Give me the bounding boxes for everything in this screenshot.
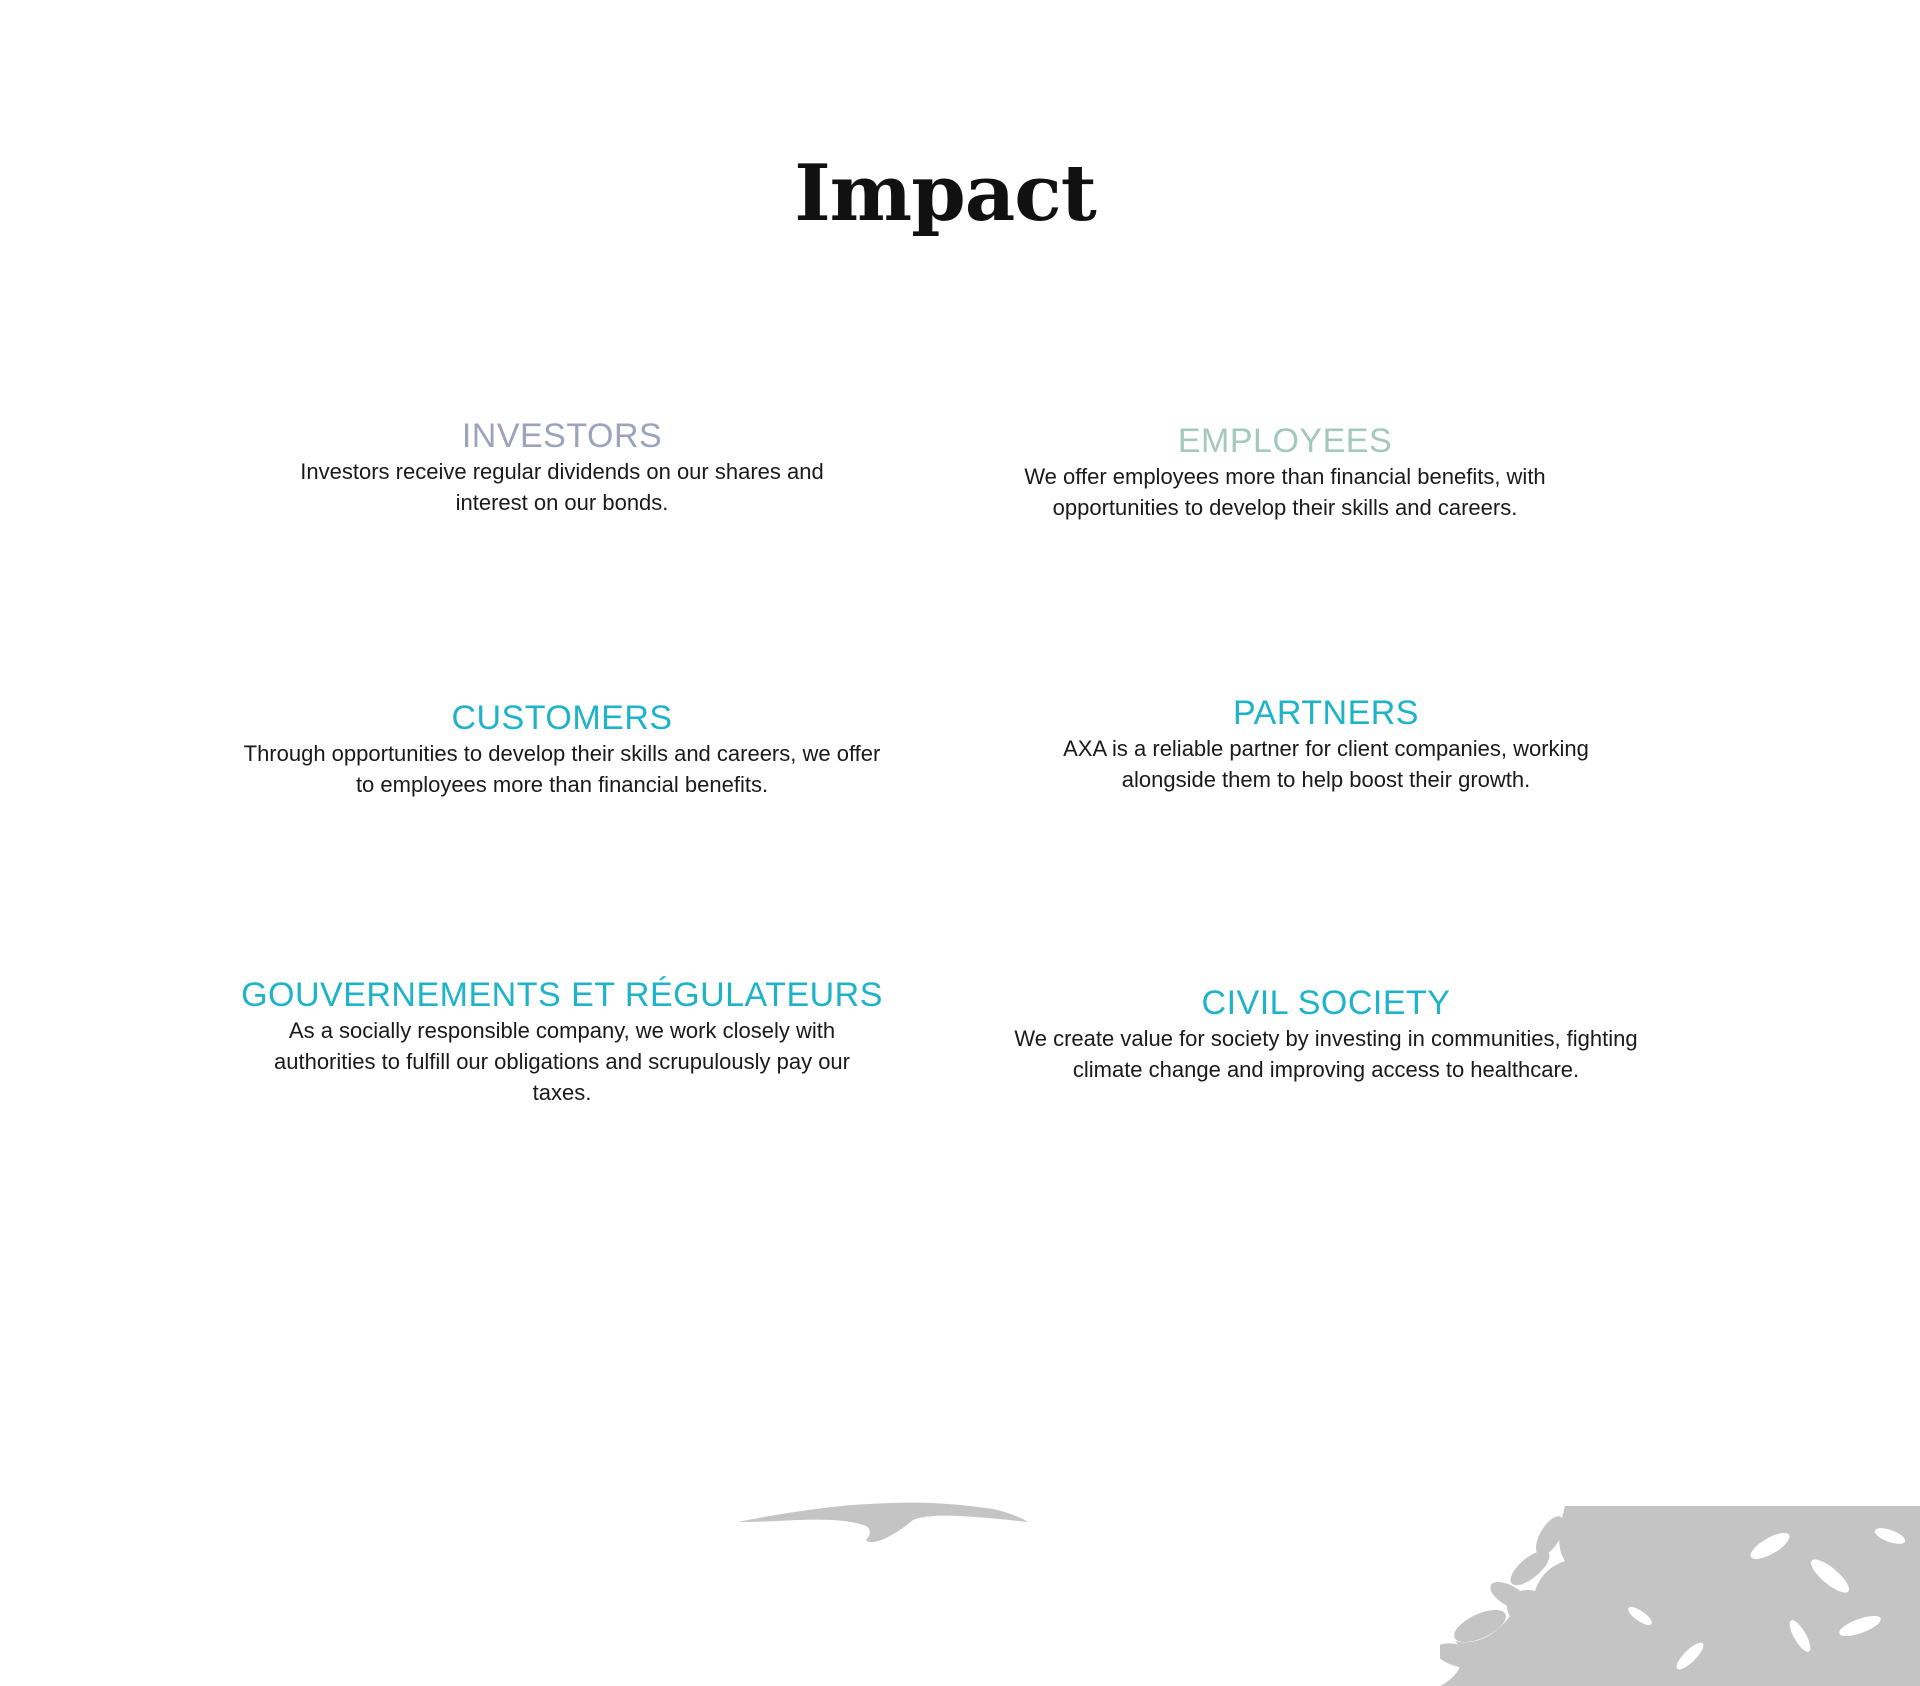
investors-text: Investors receive regular dividends on our shares and interest on our bonds.	[300, 459, 824, 515]
civil-society-section	[986, 985, 1666, 1085]
customers-text: Through opportunities to develop their skills and careers, we offer to employees more than financial benefits.	[243, 741, 881, 797]
investors-section	[262, 418, 862, 518]
page-title: Impact	[794, 148, 1096, 239]
investors-title: INVESTORS	[461, 417, 663, 455]
partners-text: AXA is a reliable partner for client companies, working alongside them to help boost their growth.	[1063, 736, 1589, 792]
customers-section	[232, 700, 892, 800]
customers-title: CUSTOMERS	[451, 699, 673, 737]
employees-title: EMPLOYEES	[1177, 422, 1393, 460]
partners-title: PARTNERS	[1232, 694, 1419, 732]
partners-section	[1026, 695, 1626, 795]
gouvernements-title: GOUVERNEMENTS ET RÉGULATEURS	[241, 976, 883, 1014]
bird-silhouette-icon	[738, 1500, 1028, 1544]
gouvernements-text: As a socially responsible company, we work closely with authorities to fulfill our obligations and scrupulously pay our taxes.	[274, 1018, 850, 1105]
employees-section	[985, 423, 1585, 523]
civil-society-title: CIVIL SOCIETY	[1201, 984, 1451, 1022]
gouvernements-section	[232, 977, 892, 1108]
employees-text: We offer employees more than financial benefits, with opportunities to develop their skills and careers.	[1024, 464, 1546, 520]
tree-foliage-icon	[1440, 1506, 1920, 1686]
civil-society-text: We create value for society by investing in communities, fighting climate change and improving access to healthcare.	[1014, 1026, 1638, 1082]
